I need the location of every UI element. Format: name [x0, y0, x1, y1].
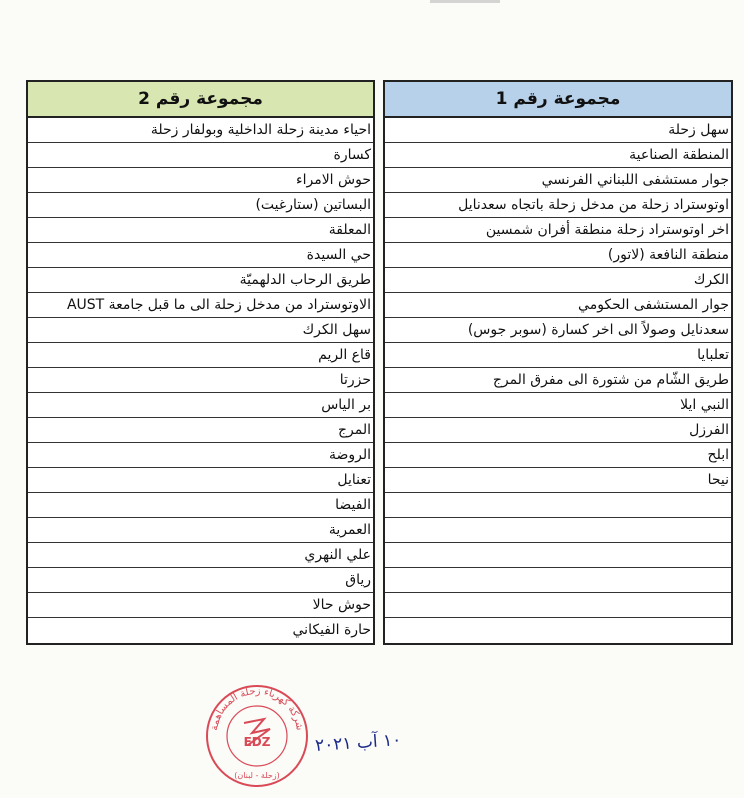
table-row: تعلبايا [385, 343, 731, 368]
top-edge-mark [430, 0, 500, 3]
table-row [385, 518, 731, 543]
handwritten-date: ١٠ آب ٢٠٢١ [314, 730, 402, 756]
group1-header: مجموعة رقم 1 [385, 82, 731, 118]
company-stamp [204, 683, 310, 789]
table-row: رياق [28, 568, 373, 593]
stamp-ring-text: شركة كهرباء زحلة المساهمة [209, 686, 305, 732]
table-row: الفيضا [28, 493, 373, 518]
table-row: ابلح [385, 443, 731, 468]
table-row [385, 593, 731, 618]
table-row: النبي ايلا [385, 393, 731, 418]
table-row: الكرك [385, 268, 731, 293]
group1-rows [385, 118, 731, 643]
stamp-location: (زحلة - لبنان) [234, 771, 280, 780]
table-row: تعنايل [28, 468, 373, 493]
table-row: قاع الريم [28, 343, 373, 368]
table-row: حارة الفيكاني [292, 622, 371, 638]
table-row: سهل زحلة [385, 118, 731, 143]
table-row: نيحا [385, 468, 731, 493]
table-row: سهل الكرك [28, 318, 373, 343]
table-row: سعدنايل وصولاً الى اخر كسارة (سوبر جوس) [385, 318, 731, 343]
table-row: طريق الشّام من شتورة الى مفرق المرج [385, 368, 731, 393]
table-row: بر الياس [28, 393, 373, 418]
group1-table [383, 80, 733, 645]
table-row: اوتوستراد زحلة من مدخل زحلة باتجاه سعدنايل [385, 193, 731, 218]
group2-table [26, 80, 375, 645]
table-row [385, 543, 731, 568]
table-row: كسارة [28, 143, 373, 168]
stamp-logo: EDZ [243, 735, 271, 749]
table-row: الاوتوستراد من مدخل زحلة الى ما قبل جامعة AUST [28, 293, 373, 318]
table-row: منطقة النافعة (لاتور) [385, 243, 731, 268]
table-row: علي النهري [28, 543, 373, 568]
table-row: احياء مدينة زحلة الداخلية وبولفار زحلة [28, 118, 373, 143]
table-row: جوار المستشفى الحكومي [385, 293, 731, 318]
group2-rows [28, 118, 373, 643]
table-row: طريق الرحاب الدلهميّة [28, 268, 373, 293]
group2-header: مجموعة رقم 2 [28, 82, 373, 118]
table-row: اخر اوتوستراد زحلة منطقة أفران شمسين [385, 218, 731, 243]
table-row: المعلقة [28, 218, 373, 243]
table-row: المنطقة الصناعية [385, 143, 731, 168]
table-row: العمرية [28, 518, 373, 543]
table-row: البساتين (ستارغيت) [28, 193, 373, 218]
table-row: جوار مستشفى اللبناني الفرنسي [385, 168, 731, 193]
table-row: الروضة [28, 443, 373, 468]
svg-text:شركة كهرباء زحلة المساهمة [209, 686, 305, 731]
table-row [385, 568, 731, 593]
table-row: حي السيدة [28, 243, 373, 268]
table-row: حوش حالا [28, 593, 373, 618]
table-row: حوش الامراء [28, 168, 373, 193]
table-row: الفرزل [385, 418, 731, 443]
table-row: المرج [28, 418, 373, 443]
table-row [385, 493, 731, 518]
table-row: حزرتا [28, 368, 373, 393]
table-row [385, 618, 731, 643]
